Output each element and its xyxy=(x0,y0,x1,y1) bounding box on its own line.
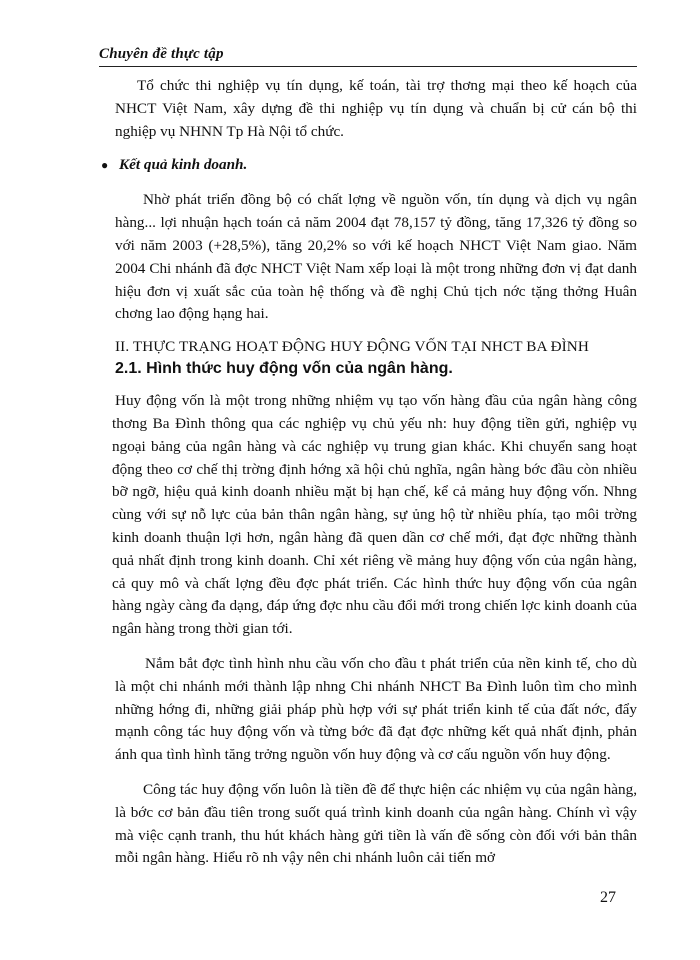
document-body xyxy=(101,75,637,870)
page-number: 27 xyxy=(600,889,616,906)
paragraph-exam-organization: Tổ chức thi nghiệp vụ tín dụng, kế toán, tài trợ thơng mại theo kế hoạch của NHCT Việt Nam, xây dựng đề thi nghiệp vụ tín dụng và chuẩn bị cử cán bộ thi nghiệp vụ NHNN Tp Hà Nội tổ chức. xyxy=(115,77,637,140)
paragraph-business-results: Nhờ phát triển đồng bộ có chất lợng về nguồn vốn, tín dụng và dịch vụ ngân hàng... lợi nhuận hạch toán cả năm 2004 đạt 78,157 tỷ đồng, tăng 17,326 tỷ đồng so với năm 2003 (+28,5%), tăng 20,2% so với kế hoạch NHCT Việt Nam giao. Năm 2004 Chi nhánh đã đợc NHCT Việt Nam xếp loại là một trong những đơn vị đạt danh hiệu đơn vị xuất sắc của toàn hệ thống và đề nghị Chủ tịch nớc tặng thởng Huân chơng lao động hạng hai. xyxy=(115,191,637,323)
paragraph-capital-needs: Nắm bắt đợc tình hình nhu cầu vốn cho đầu t phát triển của nền kinh tế, cho dù là một chi nhánh mới thành lập nhng Chi nhánh NHCT Ba Đình luôn tìm cho mình những hớng đi, những giải pháp phù hợp với sự phát triển kinh tế của đất nớc, đẩy mạnh công tác huy động vốn và từng bớc đã đạt đợc những kết quả nhất định, phản ánh qua tình hình tăng trởng nguồn vốn huy động và cơ cấu nguồn vốn huy động. xyxy=(115,654,637,764)
page-header xyxy=(99,36,637,67)
paragraph-mobilization-premise: Công tác huy động vốn luôn là tiền đề để thực hiện các nhiệm vụ của ngân hàng, là bớc cơ bản đầu tiên trong suốt quá trình kinh doanh của ngân hàng. Chính vì vậy mà việc cạnh tranh, thu hút khách hàng gửi tiền là vấn đề sống còn đối với bản thân mỗi ngân hàng. Hiểu rõ nh vậy nên chi nhánh luôn cải tiến mở xyxy=(115,780,637,867)
subsection-title: 2.1. Hình thức huy động vốn của ngân hàng. xyxy=(115,360,453,378)
bullet-heading-text: Kết quả kinh doanh. xyxy=(119,156,248,174)
bullet-icon: ● xyxy=(101,158,109,173)
paragraph-capital-mobilization: Huy động vốn là một trong những nhiệm vụ tạo vốn hàng đầu của ngân hàng công thơng Ba Đình thông qua các nghiệp vụ chủ yếu nh: huy động tiền gửi, nghiệp vụ ngoại bảng của ngân hàng và các nghiệp vụ trung gian khác. Khi chuyển sang hoạt động theo cơ chế thị trờng định hớng xã hội chủ nghĩa, ngân hàng bớc đầu còn nhiều bỡ ngỡ, hiệu quả kinh doanh nhiều mặt bị hạn chế, kể cả mảng huy động vốn. Nhng cùng với sự nỗ lực của bản thân ngân hàng, sự ủng hộ từ nhiều phía, tạo môi trờng kinh doanh thuận lợi hơn, ngân hàng đã quen dần cơ chế mới, đạt đợc những thành quả nhất định trong kinh doanh. Chỉ xét riêng về mảng huy động vốn của ngân hàng, cả quy mô và chất lợng đều đợc phát triển. Các hình thức huy động vốn của ngân hàng ngày càng đa dạng, đáp ứng đợc nhu cầu đổi mới trong chiến lợc kinh doanh của ngân hàng trong thời gian tới. xyxy=(112,392,637,638)
section-title: II. THỰC TRẠNG HOẠT ĐỘNG HUY ĐỘNG VỐN TẠI NHCT BA ĐÌNH xyxy=(115,338,589,356)
header-title: Chuyên đề thực tập xyxy=(99,46,224,62)
bullet-heading xyxy=(101,156,637,180)
